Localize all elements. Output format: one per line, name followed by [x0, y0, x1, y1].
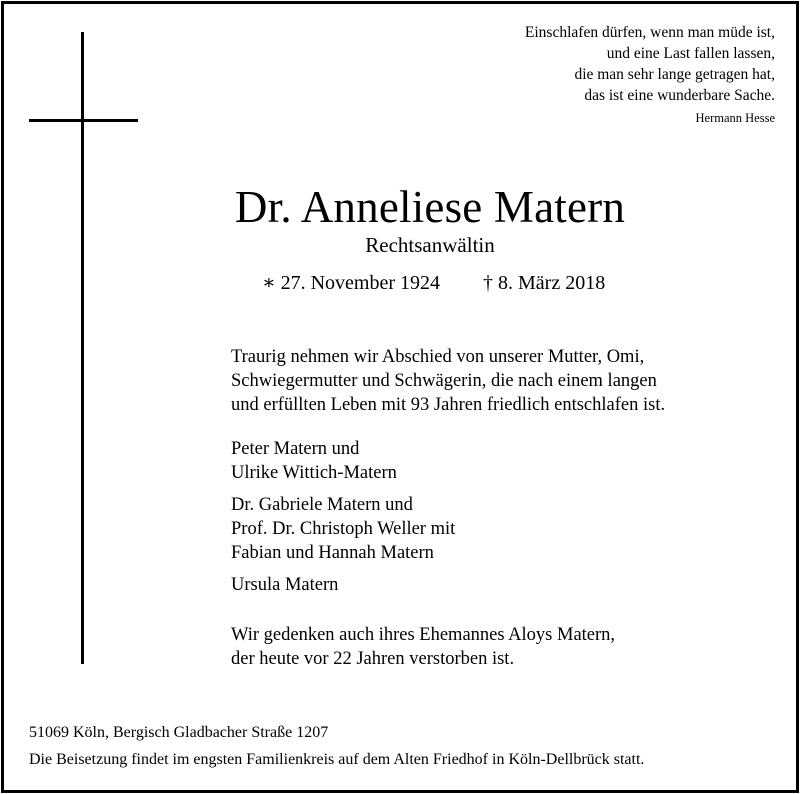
address: 51069 Köln, Bergisch Gladbacher Straße 1207 — [29, 724, 329, 741]
memorial-note — [231, 623, 615, 671]
death-date: † 8. März 2018 — [483, 272, 606, 294]
cross-vertical-bar — [81, 32, 84, 664]
obituary-notice — [1, 1, 799, 793]
message-line: und erfüllten Leben mit 93 Jahren friedlich entschlafen ist. — [231, 395, 666, 415]
family-member: Ulrike Wittich-Matern — [231, 463, 397, 483]
family-group-2 — [231, 493, 455, 565]
quote-line: Einschlafen dürfen, wenn man müde ist, — [524, 24, 775, 41]
farewell-message — [231, 345, 701, 417]
memorial-line: Wir gedenken auch ihres Ehemannes Aloys Matern, — [231, 625, 616, 645]
quote-line: und eine Last fallen lassen, — [606, 45, 775, 62]
deceased-profession: Rechtsanwältin — [365, 233, 495, 257]
message-line: Traurig nehmen wir Abschied von unserer Mutter, Omi, — [231, 347, 645, 367]
quote — [525, 22, 775, 106]
quote-author: Hermann Hesse — [695, 111, 775, 125]
burial-note: Die Beisetzung findet im engsten Familienkreis auf dem Alten Friedhof in Köln-Dellbrück statt. — [29, 751, 645, 768]
quote-line: die man sehr lange getragen hat, — [574, 66, 775, 83]
family-group-1 — [231, 437, 397, 485]
family-member: Ursula Matern — [231, 575, 339, 595]
memorial-line: der heute vor 22 Jahren verstorben ist. — [231, 649, 515, 669]
message-line: Schwiegermutter und Schwägerin, die nach einem langen — [231, 371, 657, 391]
family-member: Dr. Gabriele Matern und — [231, 495, 413, 515]
deceased-name: Dr. Anneliese Matern — [234, 182, 626, 232]
life-dates — [262, 270, 605, 295]
family-member: Peter Matern und — [231, 439, 360, 459]
family-member: Prof. Dr. Christoph Weller mit — [231, 519, 456, 539]
cross-horizontal-bar — [29, 119, 138, 122]
quote-line: das ist eine wunderbare Sache. — [584, 87, 775, 104]
family-member: Fabian und Hannah Matern — [231, 543, 434, 563]
family-group-3 — [231, 573, 338, 597]
birth-date: ∗ 27. November 1924 — [262, 272, 441, 294]
